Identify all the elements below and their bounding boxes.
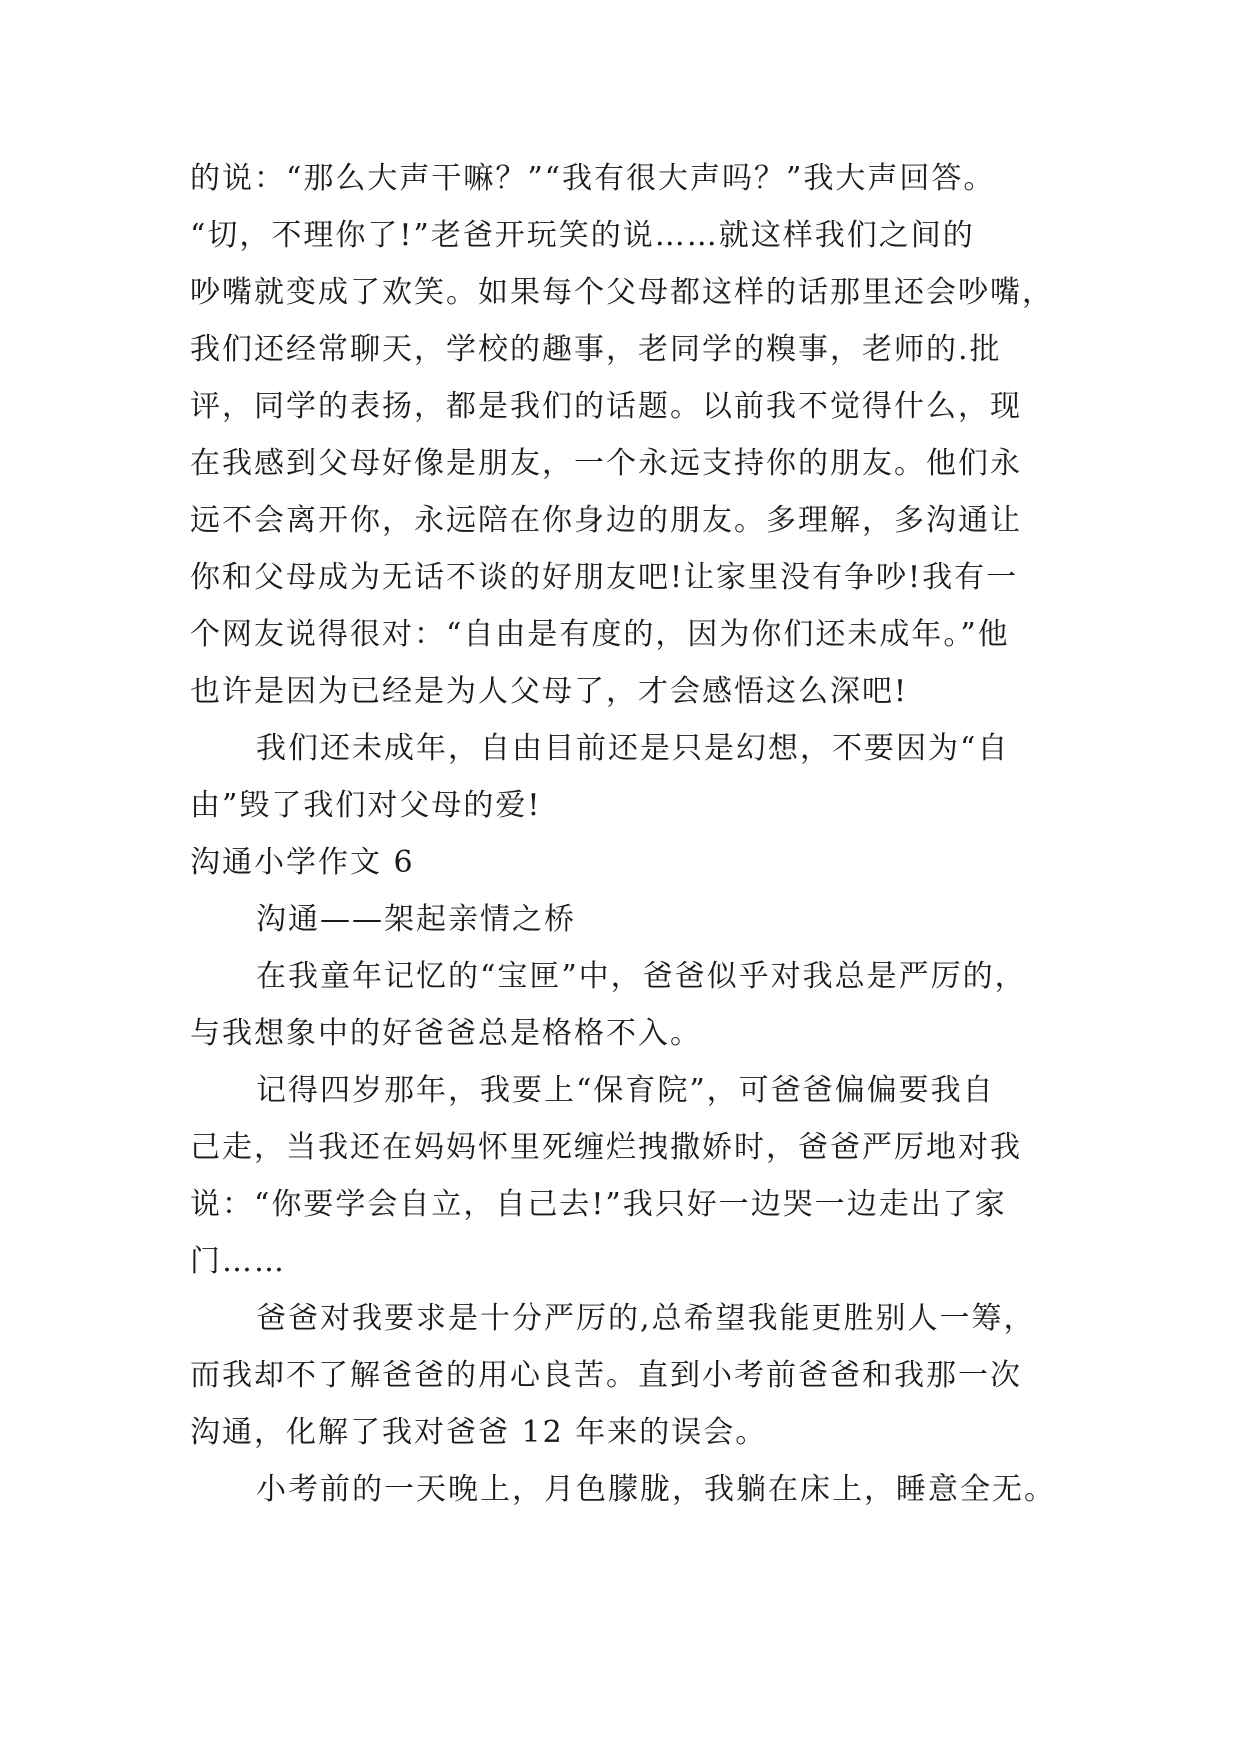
text-line: 说：“你要学会自立，自己去!”我只好一边哭一边走出了家 — [190, 1187, 1007, 1222]
text-line: 小考前的一天晚上，月色朦胧，我躺在床上，睡意全无。 — [256, 1472, 1056, 1507]
text-line: 门…… — [190, 1244, 286, 1279]
text-line: “切，不理你了!”老爸开玩笑的说……就这样我们之间的 — [190, 218, 975, 253]
text-line: 吵嘴就变成了欢笑。如果每个父母都这样的话那里还会吵嘴， — [190, 275, 1054, 310]
text-line: 评，同学的表扬，都是我们的话题。以前我不觉得什么，现 — [190, 389, 1022, 424]
text-line: 沟通，化解了我对爸爸 12 年来的误会。 — [190, 1415, 768, 1450]
essay-subtitle: 沟通——架起亲情之桥 — [256, 902, 576, 937]
section-heading: 沟通小学作文 6 — [190, 845, 415, 880]
text-line: 爸爸对我要求是十分严厉的,总希望我能更胜别人一筹， — [256, 1301, 1036, 1336]
essay-text — [190, 150, 1056, 1518]
text-line: 远不会离开你，永远陪在你身边的朋友。多理解，多沟通让 — [190, 503, 1022, 538]
text-line: 你和父母成为无话不谈的好朋友吧!让家里没有争吵!我有一 — [190, 560, 1019, 595]
text-line: 记得四岁那年，我要上“保育院”，可爸爸偏偏要我自 — [256, 1073, 995, 1108]
text-line: 在我童年记忆的“宝匣”中，爸爸似乎对我总是严厉的， — [256, 959, 1027, 994]
text-line: 也许是因为已经是为人父母了，才会感悟这么深吧! — [190, 674, 909, 709]
text-line: 与我想象中的好爸爸总是格格不入。 — [190, 1016, 702, 1051]
text-line: 个网友说得很对：“自由是有度的，因为你们还未成年。”他 — [190, 617, 1010, 652]
text-line: 由”毁了我们对父母的爱! — [190, 788, 542, 823]
text-line: 而我却不了解爸爸的用心良苦。直到小考前爸爸和我那一次 — [190, 1358, 1022, 1393]
text-line: 我们还经常聊天，学校的趣事，老同学的糗事，老师的.批 — [190, 332, 1002, 367]
text-line: 在我感到父母好像是朋友，一个永远支持你的朋友。他们永 — [190, 446, 1022, 481]
text-line: 我们还未成年，自由目前还是只是幻想，不要因为“自 — [256, 731, 1010, 766]
text-line: 的说：“那么大声干嘛？”“我有很大声吗？”我大声回答。 — [190, 161, 996, 196]
text-line: 己走，当我还在妈妈怀里死缠烂拽撒娇时，爸爸严厉地对我 — [190, 1130, 1022, 1165]
